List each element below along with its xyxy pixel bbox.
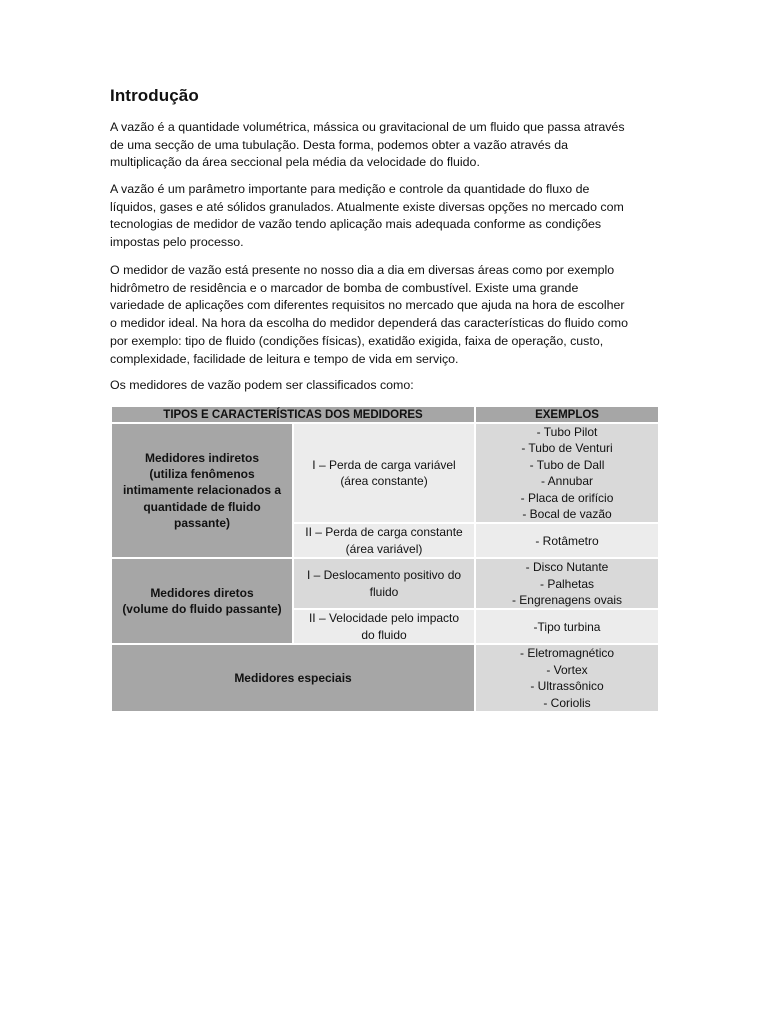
examples-cell [475,609,659,644]
table-row [111,423,659,523]
type-cell: II – Perda de carga constante (área variável) [293,523,475,558]
example-item: - Palhetas [540,576,595,591]
example-item: - Tubo Pilot [536,425,598,439]
group-label-special: Medidores especiais [111,644,475,712]
header-types: TIPOS E CARACTERÍSTICAS DOS MEDIDORES [111,406,475,423]
example-item: - Engrenagens ovais [511,593,623,608]
example-item: - Eletromagnético [519,646,615,661]
example-item: - Coriolis [543,695,591,710]
examples-cell [475,423,659,523]
type-cell: I – Perda de carga variável (área constante) [293,423,475,523]
example-item: - Annubar [540,474,594,489]
example-item: - Ultrassônico [530,679,604,694]
flow-meter-table [110,405,660,713]
examples-cell [475,644,659,712]
table-header-row [111,406,659,423]
example-item: - Rotâmetro [535,533,599,548]
paragraph-1: A vazão é a quantidade volumétrica, mássica ou gravitacional de um fluido que passa através de uma secção de uma tubulação. Desta forma, podemos obter a vazão através da multiplicação da área seccional pela média da velocidade do fluido. [110,120,625,170]
paragraph-2: A vazão é um parâmetro importante para medição e controle da quantidade do fluxo de líquidos, gases e até sólidos granulados. Atualmente existe diversas opções no mercado com tecnologias de medidor de vazão tendo aplicação mais adequada conforme as condições impostas pelo processo. [110,182,624,250]
group-label-indirect: Medidores indiretos (utiliza fenômenos intimamente relacionados a quantidade de fluido passante) [111,423,293,558]
table-row [111,558,659,609]
example-item: - Bocal de vazão [522,507,612,522]
type-cell: II – Velocidade pelo impacto do fluido [293,609,475,644]
type-cell: I – Deslocamento positivo do fluido [293,558,475,609]
header-examples: EXEMPLOS [475,406,659,423]
example-item: - Tubo de Dall [529,457,605,472]
example-item: - Vortex [546,662,588,677]
example-item: - Tubo de Venturi [521,441,613,456]
examples-cell [475,523,659,558]
paragraph-4: Os medidores de vazão podem ser classificados como: [110,378,414,392]
example-item: - Placa de orifício [520,490,614,505]
page-title: Introdução [110,86,199,105]
example-item: - Disco Nutante [525,560,609,575]
table-row [111,644,659,712]
group-label-direct: Medidores diretos (volume do fluido passante) [111,558,293,644]
example-item: -Tipo turbina [533,619,601,634]
examples-cell [475,558,659,609]
paragraph-3: O medidor de vazão está presente no nosso dia a dia em diversas áreas como por exemplo hidrômetro de residência e o marcador de bomba de combustível. Existe uma grande variedade de aplicações com diferentes requisitos no mercado que ajuda na hora de escolher o medidor ideal. Na hora da escolha do medidor dependerá das características do fluido como por exemplo: tipo de fluido (condições físicas), exatidão exigida, faixa de operação, custo, complexidade, facilidade de leitura e tempo de vida em serviço. [110,263,628,366]
